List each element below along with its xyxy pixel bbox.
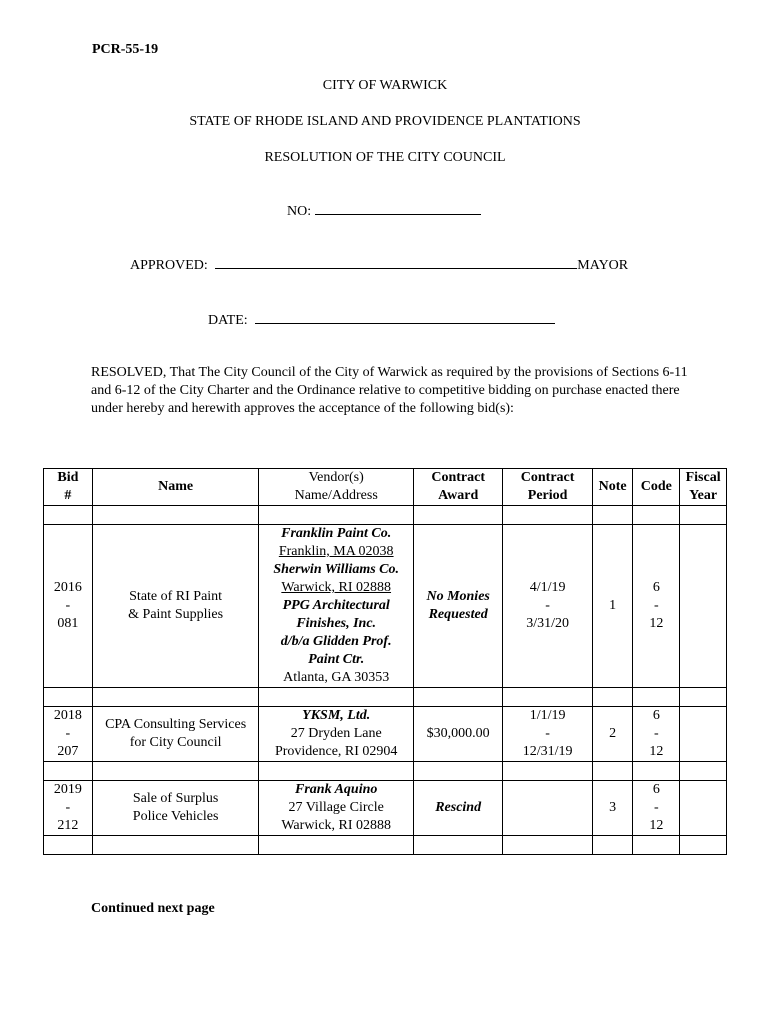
contract-period — [503, 781, 592, 836]
fiscal-year-cell — [680, 781, 727, 836]
vendor-cell: Franklin Paint Co. Franklin, MA 02038 Sherwin Williams Co. Warwick, RI 02888 PPG Architectural Finishes, Inc. d/b/a Glidden Prof. Paint Ctr. Atlanta, GA 30353 — [259, 525, 413, 688]
fiscal-year-cell — [680, 525, 727, 688]
table-row — [44, 525, 727, 688]
contract-award: Rescind — [413, 781, 502, 836]
date-label: DATE: — [208, 313, 248, 328]
code-cell: 6 - 12 — [633, 525, 680, 688]
bid-number: 2016 - 081 — [44, 525, 93, 688]
header-note: Note — [592, 469, 633, 506]
approved-field — [130, 256, 628, 274]
bid-name: State of RI Paint & Paint Supplies — [92, 525, 259, 688]
contract-award: $30,000.00 — [413, 707, 502, 762]
number-blank — [315, 202, 481, 215]
resolved-paragraph: RESOLVED, That The City Council of the City of Warwick as required by the provisions of Sections 6-11 and 6-12 of the City Charter and the Ordinance relative to competitive bidding on purchase enacted there under hereby and herewith approves the acceptance of the following bid(s): — [91, 365, 688, 416]
city-heading: CITY OF WARWICK — [322, 78, 448, 93]
header-code: Code — [633, 469, 680, 506]
table-row — [44, 707, 727, 762]
state-heading: STATE OF RHODE ISLAND AND PROVIDENCE PLANTATIONS — [189, 114, 581, 129]
table-spacer-row — [44, 506, 727, 525]
table-spacer-row — [44, 688, 727, 707]
mayor-label: MAYOR — [577, 258, 629, 273]
bid-name: Sale of Surplus Police Vehicles — [92, 781, 259, 836]
table-row — [44, 781, 727, 836]
approved-blank — [215, 256, 577, 269]
vendor-cell: YKSM, Ltd. 27 Dryden Lane Providence, RI 02904 — [259, 707, 413, 762]
date-blank — [255, 311, 555, 324]
bid-name: CPA Consulting Services for City Council — [92, 707, 259, 762]
bid-number: 2018 - 207 — [44, 707, 93, 762]
continued-note: Continued next page — [91, 901, 215, 916]
approved-label: APPROVED: — [130, 258, 208, 273]
header-fiscal-year: Fiscal Year — [680, 469, 727, 506]
vendor-cell: Frank Aquino 27 Village Circle Warwick, RI 02888 — [259, 781, 413, 836]
bid-number: 2019 - 212 — [44, 781, 93, 836]
header-contract-period: Contract Period — [503, 469, 592, 506]
bids-table — [43, 468, 727, 855]
note-cell: 3 — [592, 781, 633, 836]
contract-award: No Monies Requested — [413, 525, 502, 688]
date-field — [208, 311, 555, 329]
code-cell: 6 - 12 — [633, 707, 680, 762]
contract-period: 4/1/19 - 3/31/20 — [503, 525, 592, 688]
contract-period: 1/1/19 - 12/31/19 — [503, 707, 592, 762]
number-field — [287, 202, 481, 220]
fiscal-year-cell — [680, 707, 727, 762]
table-spacer-row — [44, 836, 727, 855]
note-cell: 1 — [592, 525, 633, 688]
note-cell: 2 — [592, 707, 633, 762]
number-label: NO: — [287, 204, 312, 219]
table-spacer-row — [44, 762, 727, 781]
code-cell: 6 - 12 — [633, 781, 680, 836]
resolution-heading: RESOLUTION OF THE CITY COUNCIL — [264, 150, 506, 165]
header-contract-award: Contract Award — [413, 469, 502, 506]
document-id: PCR-55-19 — [92, 42, 159, 57]
table-header-row — [44, 469, 727, 506]
header-bid: Bid # — [44, 469, 93, 506]
header-vendor: Vendor(s) Name/Address — [259, 469, 413, 506]
header-name: Name — [92, 469, 259, 506]
